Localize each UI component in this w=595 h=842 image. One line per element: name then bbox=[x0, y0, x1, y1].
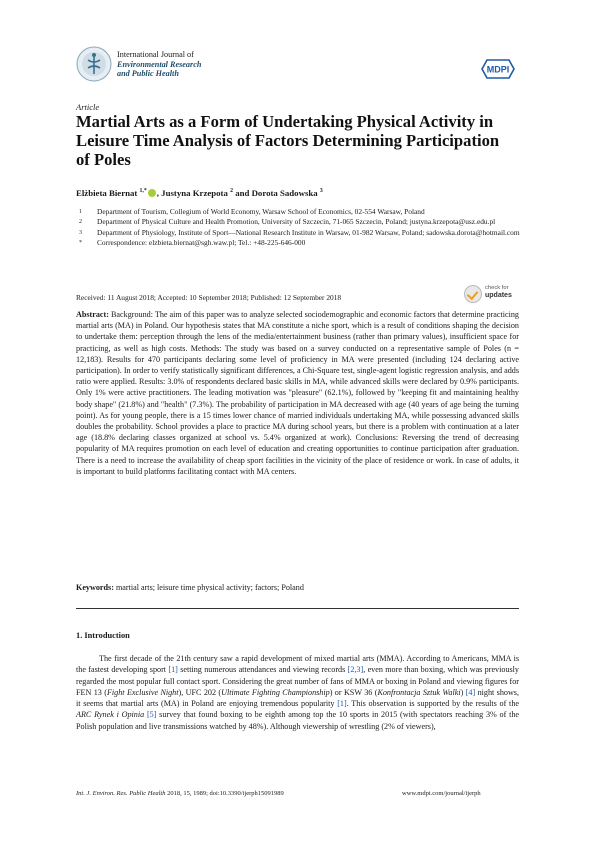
keywords-text: martial arts; leisure time physical activity; factors; Poland bbox=[113, 583, 304, 592]
intro-paragraph bbox=[76, 653, 519, 732]
journal-line-1: International Journal of bbox=[117, 50, 194, 59]
affiliation-text: Department of Physical Culture and Health Promotion, University of Szczecin, 71-065 Szczecin, Poland; justyna.krzepota@usz.edu.pl bbox=[97, 217, 496, 227]
intro-text: . This observation is supported by the results of the bbox=[346, 699, 519, 708]
keywords-label: Keywords: bbox=[76, 583, 114, 592]
mdpi-logo bbox=[481, 58, 515, 80]
citation-link[interactable]: [5] bbox=[146, 710, 157, 720]
checkmark-icon bbox=[464, 285, 482, 303]
abstract-text: Background: The aim of this paper was to analyze selected sociodemographic and economic factors that determine practicing martial arts (MA) in Poland. Our hypothesis states that MA constitute a niche sport, which is a result of conditions shaping the decision to undertake them: perception through the lens of the media/entertainment business (rather than primary values), insufficient space for practicing, as well as high costs. Methods: The study was based on a survey conducted on a representative sample of Poles (n = 12,183). Results for 470 participants declaring some level of proficiency in MA were presented (including 124 declaring active participation). In order to verify statistically significant differences, a Chi-Square test, single-agent logistic regression analysis, and adds ratio were applied. Results: 3.0% of respondents declared basic skills in MA, while advanced skills were declared by 0.9% participants. Only 1% were active practitioners. The leading motivation was "pleasure" (62.1%), followed by "keeping fit and maintaining healthy body shape" (21.8%) and "health" (7.3%). The probability of participation in MA decreased with age (40 years of age being the turning point). As for young people, there is a 15 times lower chance of married individuals undertaking MA, while possessing advanced skills doubles the probability. School provides a place to practice MA during school years, but there is a problem with continuation at a later age (18.8% declaring classes organized at school vs. 5.4% organized at work). Conclusions: Reversing the trend of decreasing popularity of MA requires promotion on each level of education and creating opportunities to continue participation after graduation. There is a need to increase the availability of cheap sport facilities in the vicinity of the place of residence or work. In case of adults, it is important to build platforms facilitating contact with MA centers. bbox=[76, 310, 519, 476]
intro-text: setting numerous attendances and viewing records bbox=[177, 665, 348, 675]
footer-url[interactable]: www.mdpi.com/journal/ijerph bbox=[402, 790, 481, 797]
intro-text: ), UFC 202 ( bbox=[178, 687, 222, 697]
check-badge-line-1: check for bbox=[485, 285, 509, 291]
check-badge-line-2: updates bbox=[485, 292, 512, 299]
author-3-affil: 3 bbox=[319, 188, 323, 195]
keywords bbox=[76, 583, 304, 592]
correspondence bbox=[76, 238, 526, 248]
intro-text: The first decade of the 21th century saw a rapid development of mixed martial arts (MMA). According to Americans, MMA is the fastest developing sport bbox=[76, 654, 519, 675]
footer-citation bbox=[76, 790, 284, 797]
affiliation-number: 3 bbox=[79, 229, 82, 236]
footer-journal: Int. J. Environ. Res. Public Health bbox=[76, 790, 166, 797]
section-divider bbox=[76, 608, 519, 609]
author-1[interactable]: Elżbieta Biernat bbox=[76, 188, 138, 198]
journal-name bbox=[117, 50, 201, 79]
citation-link[interactable]: [1] bbox=[168, 665, 178, 675]
affiliation-text: Department of Tourism, Collegium of World Economy, Warsaw School of Economics, 02-554 Warsaw, Poland bbox=[97, 207, 425, 216]
intro-text: ) bbox=[460, 687, 466, 697]
abstract bbox=[76, 309, 519, 477]
affiliation-1 bbox=[76, 207, 526, 217]
citation-link[interactable]: [2,3] bbox=[347, 665, 364, 675]
affiliation-number: 1 bbox=[79, 209, 82, 215]
correspondence-text[interactable]: Correspondence: elzbieta.biernat@sgh.waw.pl; Tel.: +48-225-646-000 bbox=[97, 237, 306, 247]
author-2[interactable]: , Justyna Krzepota bbox=[156, 188, 228, 198]
correspondence-mark: * bbox=[79, 239, 82, 246]
author-2-affil: 2 bbox=[230, 188, 233, 195]
author-list bbox=[76, 188, 323, 198]
footer-doi[interactable]: 2018, 15, 1989; doi:10.3390/ijerph15091989 bbox=[165, 790, 284, 797]
intro-italic: ARC Rynek i Opinia bbox=[76, 710, 145, 720]
orcid-icon[interactable] bbox=[148, 189, 156, 197]
affiliation-number: 2 bbox=[79, 219, 82, 226]
affiliation-text: Department of Physiology, Institute of Sport—National Research Institute in Warsaw, 01-982 Warsaw, Poland; sadowska.dorota@hotmail.com bbox=[97, 227, 520, 237]
intro-italic: Konfrontacja Sztuk Walki bbox=[377, 687, 461, 697]
introduction-body bbox=[76, 653, 519, 732]
journal-line-3: and Public Health bbox=[117, 69, 179, 78]
publication-dates: Received: 11 August 2018; Accepted: 10 September 2018; Published: 12 September 2018 bbox=[76, 293, 342, 302]
mdpi-logo-text: MDPI bbox=[486, 64, 510, 75]
intro-text: , even more than boxing, which was previously regarded the most popular full contact sport. Considering the great number of fans of MMA or boxing in Poland and viewing figures for FEN 13 ( bbox=[76, 665, 519, 697]
author-1-affil: 1,* bbox=[139, 188, 147, 195]
journal-line-2: Environmental Research bbox=[117, 59, 202, 69]
intro-text: night shows, it seems that martial arts (MA) in Poland are enjoying tremendous popularity bbox=[76, 687, 520, 708]
intro-italic: Fight Exclusive Night bbox=[106, 687, 179, 697]
intro-italic: Ultimate Fighting Championship bbox=[221, 687, 330, 697]
intro-text: ) or KSW 36 ( bbox=[329, 687, 378, 697]
affiliation-3 bbox=[76, 228, 526, 238]
affiliation-2 bbox=[76, 217, 526, 227]
affiliations bbox=[76, 207, 526, 248]
article-title: Martial Arts as a Form of Undertaking Physical Activity in Leisure Time Analysis of Factors Determining Participation of Poles bbox=[76, 112, 500, 170]
citation-link[interactable]: [1] bbox=[337, 699, 347, 708]
intro-text: survey that found boxing to be eighth among top the 10 sports in 2015 (with spectators reaching 3% of the Polish population and live transmissions watched by 48%). Although viewership of wrestling (2% of viewers), bbox=[76, 710, 519, 731]
abstract-label: Abstract: bbox=[76, 310, 109, 319]
journal-logo bbox=[76, 46, 112, 82]
article-type: Article bbox=[76, 102, 100, 112]
check-for-updates-button[interactable] bbox=[464, 284, 524, 302]
author-3[interactable]: and Dorota Sadowska bbox=[233, 188, 318, 198]
section-heading: 1. Introduction bbox=[76, 631, 130, 640]
citation-link[interactable]: [4] bbox=[465, 687, 476, 697]
